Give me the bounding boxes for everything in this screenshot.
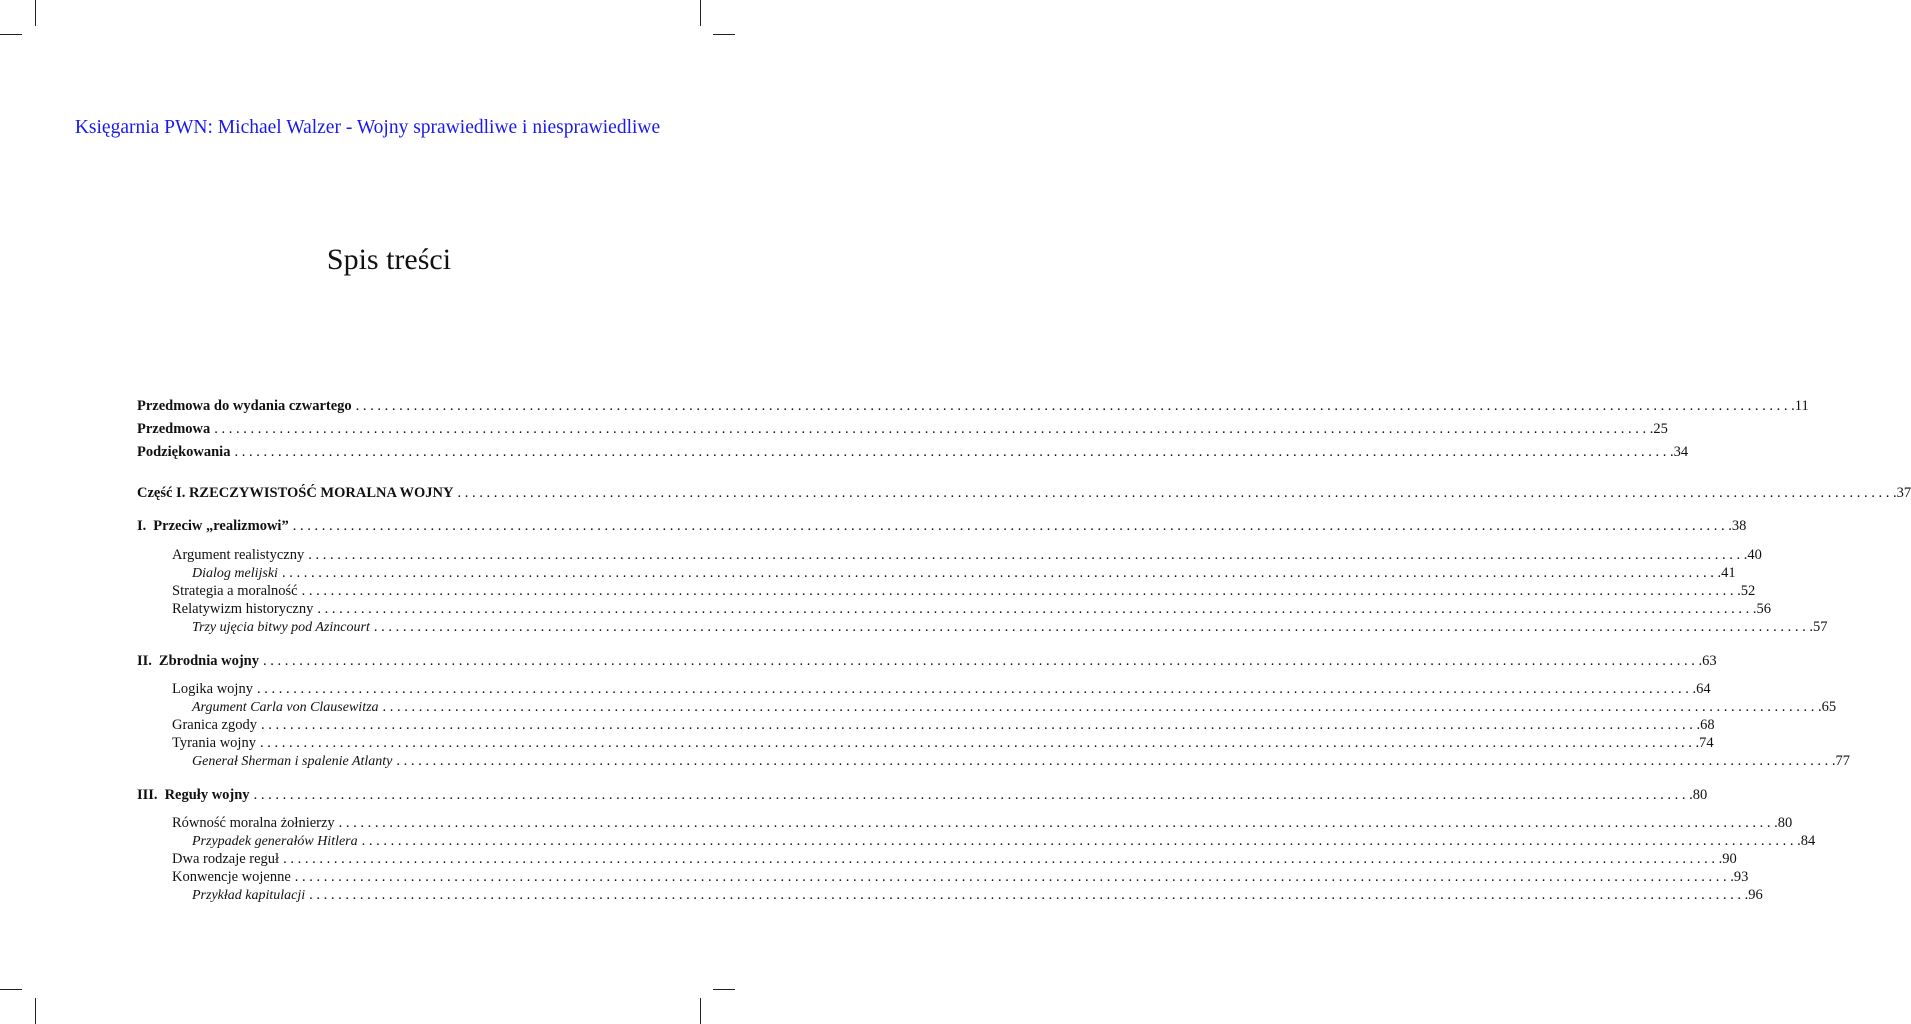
toc-entry	[137, 420, 1668, 438]
toc-page-number: 25	[1653, 421, 1668, 437]
toc-title: Przedmowa do wydania czwartego	[137, 398, 352, 414]
toc-title: Argument realistyczny	[172, 547, 305, 563]
toc-dot-leader: . . . . . . . . . . . . . . . . . . . . . . . . . . . . . . . . . . . . . . . . . . . . . . . . . . . . . . . . . . . . . . . . . . . . . . . . . . . . . . . . . . . . . . . . . . . . . . . . . . . . . . . . . . . . . . . . . . . . . . . . . . . . . . . . . . . . . . . . . . . . . . . . . . . . . . . . . . . . . . . . . . . . . . . . . . . . . . . . . . . . . . . . . . . . . . . . . . . . . . .	[256, 681, 1697, 697]
toc-chapter	[137, 786, 1708, 804]
page-title: Spis treści	[326, 243, 452, 276]
toc-page-number: 63	[1702, 653, 1717, 669]
toc-dot-leader: . . . . . . . . . . . . . . . . . . . . . . . . . . . . . . . . . . . . . . . . . . . . . . . . . . . . . . . . . . . . . . . . . . . . . . . . . . . . . . . . . . . . . . . . . . . . . . . . . . . . . . . . . . . . . . . . . . . . . . . . . . . . . . . . . . . . . . . . . . . . . . . . . . . . . . . . . . . . . . . . . . . . . . . . . . . . . . . . . . . . . . . . . . . . . . . . . . . . . . .	[373, 619, 1813, 635]
crop-mark	[700, 0, 701, 26]
toc-subsection	[192, 564, 1736, 582]
toc-page-number: 90	[1722, 851, 1737, 867]
crop-mark	[700, 998, 701, 1024]
toc-page-number: 74	[1699, 735, 1714, 751]
toc-subsection	[192, 618, 1828, 636]
header-link[interactable]: Księgarnia PWN: Michael Walzer - Wojny sprawiedliwe i niesprawiedliwe	[74, 117, 661, 138]
toc-chapter	[137, 652, 1717, 670]
toc-dot-leader: . . . . . . . . . . . . . . . . . . . . . . . . . . . . . . . . . . . . . . . . . . . . . . . . . . . . . . . . . . . . . . . . . . . . . . . . . . . . . . . . . . . . . . . . . . . . . . . . . . . . . . . . . . . . . . . . . . . . . . . . . . . . . . . . . . . . . . . . . . . . . . . . . . . . . . . . . . . . . . . . . . . . . . . . . . . . . . . . . . . . . . . . . . . . . . . . . . . . . . .	[457, 485, 1897, 501]
toc-entry	[172, 868, 1749, 886]
toc-entry	[172, 814, 1793, 832]
toc-page-number: 37	[1896, 485, 1911, 501]
toc-dot-leader: . . . . . . . . . . . . . . . . . . . . . . . . . . . . . . . . . . . . . . . . . . . . . . . . . . . . . . . . . . . . . . . . . . . . . . . . . . . . . . . . . . . . . . . . . . . . . . . . . . . . . . . . . . . . . . . . . . . . . . . . . . . . . . . . . . . . . . . . . . . . . . . . . . . . . . . . . . . . . . . . . . . . . . . . . . . . . . . . . . . . . . . . . . . . . . . . . . . . . . .	[317, 601, 1757, 617]
toc-entry	[172, 600, 1771, 618]
toc-page-number: 56	[1756, 601, 1771, 617]
toc-title: Argument Carla von Clausewitza	[192, 700, 379, 715]
toc-title: Równość moralna żołnierzy	[172, 815, 335, 831]
toc-dot-leader: . . . . . . . . . . . . . . . . . . . . . . . . . . . . . . . . . . . . . . . . . . . . . . . . . . . . . . . . . . . . . . . . . . . . . . . . . . . . . . . . . . . . . . . . . . . . . . . . . . . . . . . . . . . . . . . . . . . . . . . . . . . . . . . . . . . . . . . . . . . . . . . . . . . . . . . . . . . . . . . . . . . . . . . . . . . . . . . . . . . . . . . . . . . . . . . . . . . . . . .	[294, 869, 1734, 885]
toc-chapter-number: II.	[137, 653, 152, 669]
toc-page-number: 64	[1696, 681, 1711, 697]
toc-page-number: 93	[1733, 869, 1749, 885]
toc-entry	[137, 443, 1689, 461]
toc-title: Logika wojny	[172, 681, 253, 697]
toc-dot-leader: . . . . . . . . . . . . . . . . . . . . . . . . . . . . . . . . . . . . . . . . . . . . . . . . . . . . . . . . . . . . . . . . . . . . . . . . . . . . . . . . . . . . . . . . . . . . . . . . . . . . . . . . . . . . . . . . . . . . . . . . . . . . . . . . . . . . . . . . . . . . . . . . . . . . . . . . . . . . . . . . . . . . . . . . . . . . . . . . . . . . . . . . . . . . . . . . . . . . . . .	[308, 547, 1748, 563]
toc-dot-leader: . . . . . . . . . . . . . . . . . . . . . . . . . . . . . . . . . . . . . . . . . . . . . . . . . . . . . . . . . . . . . . . . . . . . . . . . . . . . . . . . . . . . . . . . . . . . . . . . . . . . . . . . . . . . . . . . . . . . . . . . . . . . . . . . . . . . . . . . . . . . . . . . . . . . . . . . . . . . . . . . . . . . . . . . . . . . . . . . . . . . . . . . . . . . . . . . . . . . . . .	[260, 717, 1701, 733]
toc-title: Generał Sherman i spalenie Atlanty	[192, 754, 393, 769]
toc-title: Trzy ujęcia bitwy pod Azincourt	[192, 620, 370, 635]
crop-mark	[35, 998, 36, 1024]
toc-title: Przypadek generałów Hitlera	[192, 834, 358, 849]
toc-dot-leader: . . . . . . . . . . . . . . . . . . . . . . . . . . . . . . . . . . . . . . . . . . . . . . . . . . . . . . . . . . . . . . . . . . . . . . . . . . . . . . . . . . . . . . . . . . . . . . . . . . . . . . . . . . . . . . . . . . . . . . . . . . . . . . . . . . . . . . . . . . . . . . . . . . . . . . . . . . . . . . . . . . . . . . . . . . . . . . . . . . . . . . . . . . . . . . . . . . . . . . .	[234, 444, 1674, 460]
toc-dot-leader: . . . . . . . . . . . . . . . . . . . . . . . . . . . . . . . . . . . . . . . . . . . . . . . . . . . . . . . . . . . . . . . . . . . . . . . . . . . . . . . . . . . . . . . . . . . . . . . . . . . . . . . . . . . . . . . . . . . . . . . . . . . . . . . . . . . . . . . . . . . . . . . . . . . . . . . . . . . . . . . . . . . . . . . . . . . . . . . . . . . . . . . . . . . . . . . . . . . . . . .	[281, 565, 1722, 581]
toc-page-number: 41	[1721, 565, 1736, 581]
toc-dot-leader: . . . . . . . . . . . . . . . . . . . . . . . . . . . . . . . . . . . . . . . . . . . . . . . . . . . . . . . . . . . . . . . . . . . . . . . . . . . . . . . . . . . . . . . . . . . . . . . . . . . . . . . . . . . . . . . . . . . . . . . . . . . . . . . . . . . . . . . . . . . . . . . . . . . . . . . . . . . . . . . . . . . . . . . . . . . . . . . . . . . . . . . . . . . . . . . . . . . . . . .	[301, 583, 1741, 599]
toc-page-number: 65	[1821, 699, 1837, 715]
toc-chapter-number: III.	[137, 787, 158, 803]
toc-dot-leader: . . . . . . . . . . . . . . . . . . . . . . . . . . . . . . . . . . . . . . . . . . . . . . . . . . . . . . . . . . . . . . . . . . . . . . . . . . . . . . . . . . . . . . . . . . . . . . . . . . . . . . . . . . . . . . . . . . . . . . . . . . . . . . . . . . . . . . . . . . . . . . . . . . . . . . . . . . . . . . . . . . . . . . . . . . . . . . . . . . . . . . . . . . . . . . . . . . . . . . .	[355, 398, 1795, 414]
crop-mark	[35, 0, 36, 26]
toc-page-number: 80	[1777, 815, 1793, 831]
toc-dot-leader: . . . . . . . . . . . . . . . . . . . . . . . . . . . . . . . . . . . . . . . . . . . . . . . . . . . . . . . . . . . . . . . . . . . . . . . . . . . . . . . . . . . . . . . . . . . . . . . . . . . . . . . . . . . . . . . . . . . . . . . . . . . . . . . . . . . . . . . . . . . . . . . . . . . . . . . . . . . . . . . . . . . . . . . . . . . . . . . . . . . . . . . . . . . . . . . . . . . . . . .	[361, 833, 1801, 849]
toc-dot-leader: . . . . . . . . . . . . . . . . . . . . . . . . . . . . . . . . . . . . . . . . . . . . . . . . . . . . . . . . . . . . . . . . . . . . . . . . . . . . . . . . . . . . . . . . . . . . . . . . . . . . . . . . . . . . . . . . . . . . . . . . . . . . . . . . . . . . . . . . . . . . . . . . . . . . . . . . . . . . . . . . . . . . . . . . . . . . . . . . . . . . . . . . . . . . . . . . . . . . . . .	[253, 787, 1693, 803]
toc-title: Konwencje wojenne	[172, 869, 291, 885]
toc-page-number: 57	[1812, 619, 1828, 635]
toc-subsection	[192, 832, 1816, 850]
toc-title: Dialog melijski	[192, 566, 278, 581]
toc-page-number: 11	[1794, 398, 1809, 414]
toc-page-number: 40	[1747, 547, 1762, 563]
toc-title: Granica zgody	[172, 717, 257, 733]
toc-dot-leader: . . . . . . . . . . . . . . . . . . . . . . . . . . . . . . . . . . . . . . . . . . . . . . . . . . . . . . . . . . . . . . . . . . . . . . . . . . . . . . . . . . . . . . . . . . . . . . . . . . . . . . . . . . . . . . . . . . . . . . . . . . . . . . . . . . . . . . . . . . . . . . . . . . . . . . . . . . . . . . . . . . . . . . . . . . . . . . . . . . . . . . . . . . . . . . . . . . . . . . .	[259, 735, 1700, 751]
toc-entry	[172, 734, 1714, 752]
toc-title: Podziękowania	[137, 444, 231, 460]
toc-chapter-number: I.	[137, 518, 147, 534]
toc-entry	[137, 484, 1911, 502]
toc-dot-leader: . . . . . . . . . . . . . . . . . . . . . . . . . . . . . . . . . . . . . . . . . . . . . . . . . . . . . . . . . . . . . . . . . . . . . . . . . . . . . . . . . . . . . . . . . . . . . . . . . . . . . . . . . . . . . . . . . . . . . . . . . . . . . . . . . . . . . . . . . . . . . . . . . . . . . . . . . . . . . . . . . . . . . . . . . . . . . . . . . . . . . . . . . . . . . . . . . . . . . . .	[292, 518, 1732, 534]
toc-dot-leader: . . . . . . . . . . . . . . . . . . . . . . . . . . . . . . . . . . . . . . . . . . . . . . . . . . . . . . . . . . . . . . . . . . . . . . . . . . . . . . . . . . . . . . . . . . . . . . . . . . . . . . . . . . . . . . . . . . . . . . . . . . . . . . . . . . . . . . . . . . . . . . . . . . . . . . . . . . . . . . . . . . . . . . . . . . . . . . . . . . . . . . . . . . . . . . . . . . . . . . .	[382, 699, 1822, 715]
toc-chapter	[137, 517, 1747, 535]
toc-page-number: 52	[1740, 583, 1756, 599]
toc-page-number: 34	[1673, 444, 1689, 460]
toc-title: Dwa rodzaje reguł	[172, 851, 280, 867]
crop-mark	[0, 34, 22, 35]
toc-page-number: 96	[1748, 887, 1763, 903]
toc-dot-leader: . . . . . . . . . . . . . . . . . . . . . . . . . . . . . . . . . . . . . . . . . . . . . . . . . . . . . . . . . . . . . . . . . . . . . . . . . . . . . . . . . . . . . . . . . . . . . . . . . . . . . . . . . . . . . . . . . . . . . . . . . . . . . . . . . . . . . . . . . . . . . . . . . . . . . . . . . . . . . . . . . . . . . . . . . . . . . . . . . . . . . . . . . . . . . . . . . . . . . . .	[262, 653, 1703, 669]
toc-title: Strategia a moralność	[172, 583, 298, 599]
toc-subsection	[192, 886, 1763, 904]
toc-title: Tyrania wojny	[172, 735, 256, 751]
toc-dot-leader: . . . . . . . . . . . . . . . . . . . . . . . . . . . . . . . . . . . . . . . . . . . . . . . . . . . . . . . . . . . . . . . . . . . . . . . . . . . . . . . . . . . . . . . . . . . . . . . . . . . . . . . . . . . . . . . . . . . . . . . . . . . . . . . . . . . . . . . . . . . . . . . . . . . . . . . . . . . . . . . . . . . . . . . . . . . . . . . . . . . . . . . . . . . . . . . . . . . . . . .	[309, 887, 1749, 903]
toc-dot-leader: . . . . . . . . . . . . . . . . . . . . . . . . . . . . . . . . . . . . . . . . . . . . . . . . . . . . . . . . . . . . . . . . . . . . . . . . . . . . . . . . . . . . . . . . . . . . . . . . . . . . . . . . . . . . . . . . . . . . . . . . . . . . . . . . . . . . . . . . . . . . . . . . . . . . . . . . . . . . . . . . . . . . . . . . . . . . . . . . . . . . . . . . . . . . . . . . . . . . . . .	[396, 753, 1836, 769]
toc-entry	[172, 680, 1711, 698]
toc-title: Przykład kapitulacji	[192, 888, 306, 903]
toc-entry	[172, 582, 1756, 600]
toc-title: Zbrodnia wojny	[158, 653, 259, 669]
toc-page-number: 68	[1700, 717, 1715, 733]
toc-entry	[137, 397, 1809, 415]
toc-dot-leader: . . . . . . . . . . . . . . . . . . . . . . . . . . . . . . . . . . . . . . . . . . . . . . . . . . . . . . . . . . . . . . . . . . . . . . . . . . . . . . . . . . . . . . . . . . . . . . . . . . . . . . . . . . . . . . . . . . . . . . . . . . . . . . . . . . . . . . . . . . . . . . . . . . . . . . . . . . . . . . . . . . . . . . . . . . . . . . . . . . . . . . . . . . . . . . . . . . . . . . .	[283, 851, 1723, 867]
toc-entry	[172, 716, 1715, 734]
toc-subsection	[192, 752, 1850, 770]
toc-page-number: 77	[1835, 753, 1850, 769]
toc-dot-leader: . . . . . . . . . . . . . . . . . . . . . . . . . . . . . . . . . . . . . . . . . . . . . . . . . . . . . . . . . . . . . . . . . . . . . . . . . . . . . . . . . . . . . . . . . . . . . . . . . . . . . . . . . . . . . . . . . . . . . . . . . . . . . . . . . . . . . . . . . . . . . . . . . . . . . . . . . . . . . . . . . . . . . . . . . . . . . . . . . . . . . . . . . . . . . . . . . . . . . . .	[338, 815, 1778, 831]
crop-mark	[713, 989, 735, 990]
crop-mark	[713, 34, 735, 35]
toc-subsection	[192, 698, 1837, 716]
toc-title: Część I. RZECZYWISTOŚĆ MORALNA WOJNY	[137, 485, 454, 501]
crop-mark	[0, 989, 22, 990]
toc-page-number: 38	[1731, 518, 1747, 534]
toc-title: Relatywizm historyczny	[172, 601, 314, 617]
toc-page-number: 80	[1692, 787, 1708, 803]
toc-title: Reguły wojny	[164, 787, 250, 803]
toc-dot-leader: . . . . . . . . . . . . . . . . . . . . . . . . . . . . . . . . . . . . . . . . . . . . . . . . . . . . . . . . . . . . . . . . . . . . . . . . . . . . . . . . . . . . . . . . . . . . . . . . . . . . . . . . . . . . . . . . . . . . . . . . . . . . . . . . . . . . . . . . . . . . . . . . . . . . . . . . . . . . . . . . . . . . . . . . . . . . . . . . . . . . . . . . . . . . . . . . . . . . . . .	[214, 421, 1654, 437]
toc-title: Przeciw „realizmowi”	[153, 518, 289, 534]
toc-entry	[172, 850, 1737, 868]
toc-entry	[172, 546, 1762, 564]
toc-page-number: 84	[1800, 833, 1816, 849]
toc-title: Przedmowa	[137, 421, 211, 437]
